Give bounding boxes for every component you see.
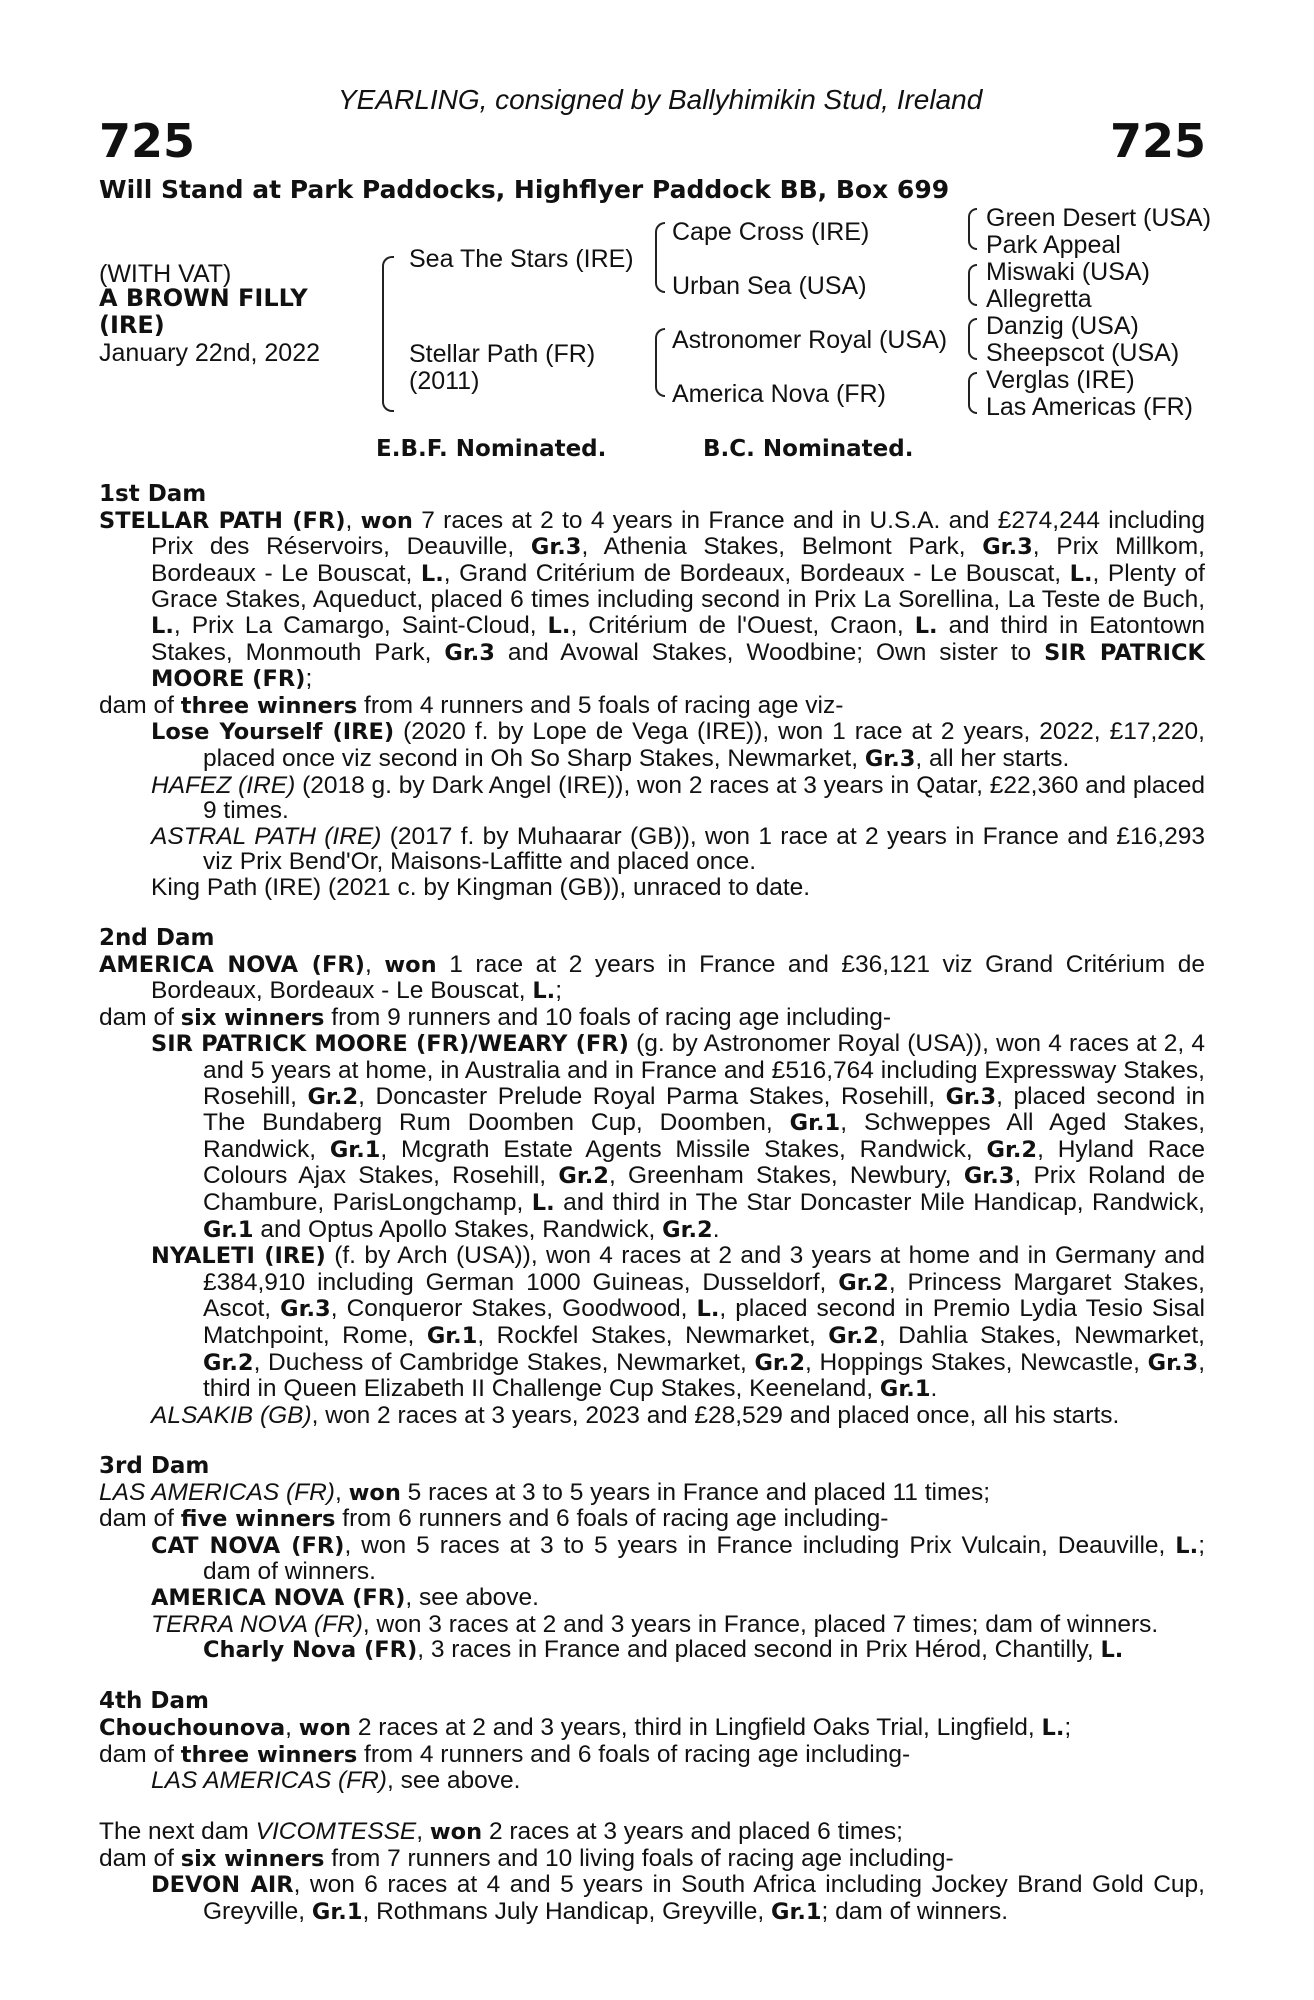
grade: Gr.2 [203,1349,254,1376]
produce-entry [151,1585,1205,1612]
gen3-ancestor: Green Desert (USA) [986,204,1212,232]
dam-dam: America Nova (FR) [672,380,886,408]
text: , third in Queen Elizabeth II Challenge Cup Stakes, Keeneland, [203,1348,1205,1403]
text: dam of [99,1003,181,1031]
text: , Conqueror Stakes, Goodwood, [330,1295,697,1323]
winners-count: three winners [180,692,358,719]
grade: Gr.3 [1147,1349,1199,1376]
text: The next dam [99,1818,256,1846]
grade: Gr.1 [789,1110,841,1137]
text: (f. by Arch (USA)), won 4 races at 2 and 3 years at home and in Germany and £384,910 including German 1000 Guineas, Dusseldorf, [203,1242,1205,1296]
won-label: won [298,1714,352,1741]
text: ; [555,977,563,1005]
sire: Sea The Stars (IRE) [409,245,634,273]
grade: Gr.3 [982,534,1033,561]
text: , Duchess of Cambridge Stakes, Newmarket, [253,1348,755,1376]
winners-count: three winners [180,1741,358,1768]
produce-entry [151,1031,1205,1243]
text: , all her starts. [915,744,1070,772]
grade: Gr.3 [444,639,495,666]
dam-year: (2011) [409,367,480,395]
grade: Gr.2 [828,1323,879,1349]
second-dam-produce-summary [99,1005,1205,1032]
produce-name: LAS AMERICAS (FR) [151,1767,387,1795]
produce-entry [151,1243,1205,1403]
second-dam-heading: 2nd Dam [99,925,215,952]
dam-brace-bottom [655,363,665,397]
text: and third in The Star Doncaster Mile Handicap, Randwick, [554,1189,1205,1217]
text: 2 races at 3 years and placed 6 times; [482,1818,903,1846]
first-dam-heading: 1st Dam [99,481,207,507]
sire-brace-top [655,222,665,259]
text: 5 races at 3 to 5 years in France and placed 11 times; [400,1478,991,1506]
text: . [930,1375,938,1403]
produce-entry [151,1872,1205,1925]
listed: L. [532,978,556,1005]
won-label: won [348,1479,401,1506]
listed: L. [1100,1637,1124,1664]
text: (2020 f. by Lope de Vega (IRE)), won 1 race at 2 years, 2022, £17,220, placed once viz second in Oh So Sharp Stakes, Newmarket, [203,718,1205,772]
listed: L. [1175,1532,1199,1559]
gen3-brace [968,284,977,306]
text: ; dam of winners. [821,1898,1009,1926]
grade: Gr.1 [879,1376,931,1403]
text: ; [1064,1713,1072,1741]
grade: Gr.2 [662,1216,713,1243]
produce-name: TERRA NOVA (FR) [151,1610,363,1638]
sire-sire: Cape Cross (IRE) [672,218,870,246]
grade: Gr.2 [986,1136,1038,1163]
produce-entry [151,824,1205,875]
text: , Dahlia Stakes, Newmarket, [878,1322,1205,1349]
text: , placed second in Premio Lydia Tesio Sisal Matchpoint, Rome, [203,1295,1205,1349]
produce-name: ASTRAL PATH (IRE) [151,822,382,850]
record-text: , Critérium de l'Ouest, Craon, [570,611,915,639]
listed: L. [547,612,571,639]
grade: Gr.3 [530,534,582,561]
dam-name: LAS AMERICAS (FR) [99,1478,335,1506]
record-text: 7 races at 2 to 4 years in France and in U.S.A. and £274,244 including Prix des Réservoirs, Deauville, [151,506,1205,561]
text: , Schweppes All Aged Stakes, Randwick, [203,1109,1206,1163]
produce-name: Lose Yourself (IRE) [151,719,395,746]
produce-entry [203,1637,1205,1664]
bc-nomination: B.C. Nominated. [703,436,914,462]
produce-entry [151,1612,1205,1638]
text: , Mcgrath Estate Agents Missile Stakes, Randwick, [380,1135,987,1163]
sibling-name: SIR PATRICK MOORE (FR) [151,639,1205,693]
gen3-brace [968,338,977,360]
fourth-dam-heading: 4th Dam [99,1688,209,1715]
second-dam-record: AMERICA NOVA (FR), won 1 race at 2 years in France and £36,121 viz Grand Critérium de Bordeaux, Bordeaux - Le Bouscat, L.; [99,950,1205,1005]
fourth-dam-record: Chouchounova, won 2 races at 2 and 3 years, third in Lingfield Oaks Trial, Lingfield, L.; [99,1713,1072,1741]
text: , Greenham Stakes, Newbury, [608,1162,964,1190]
dam-sire: Astronomer Royal (USA) [672,326,948,354]
produce-name: AMERICA NOVA (FR) [151,1584,406,1611]
produce-entry [151,1403,1205,1429]
sire-dam: Urban Sea (USA) [672,272,867,300]
record-text: ; [305,665,313,693]
text: , see above. [405,1583,539,1611]
gen3-brace [968,392,977,414]
text: and Optus Apollo Stakes, Randwick, [253,1215,663,1243]
horse-description: A BROWN FILLY [99,284,308,312]
grade: Gr.3 [963,1163,1015,1190]
third-dam-produce-summary [99,1506,1205,1533]
text: from 9 runners and 10 foals of racing age including- [324,1003,892,1031]
produce-entry: King Path (IRE) (2021 c. by Kingman (GB)), unraced to date. [151,873,811,901]
text: , Hyland Race Colours Ajax Stakes, Rosehill, [203,1135,1205,1190]
text: , won 5 races at 3 to 5 years in France including Prix Vulcain, Deauville, [344,1531,1176,1559]
first-dam-produce-summary [99,693,1205,720]
listed: L. [1041,1714,1065,1741]
produce-name: NYALETI (IRE) [151,1243,326,1270]
text: ; dam of winners. [203,1531,1205,1586]
text: 2 races at 2 and 3 years, third in Lingfield Oaks Trial, Lingfield, [351,1713,1042,1741]
record-text: and Avowal Stakes, Woodbine; Own sister to [494,638,1045,666]
record-text: , Plenty of Grace Stakes, Aqueduct, placed 6 times including second in Prix La Sorellina, La Teste de Buch, [151,559,1205,614]
text: , see above. [386,1767,521,1795]
winners-count: five winners [180,1506,336,1533]
text: from 4 runners and 5 foals of racing age viz- [357,691,844,719]
consignment-line: YEARLING, consigned by Ballyhimikin Stud, Ireland [338,84,983,115]
text: , Prix Roland de Chambure, ParisLongchamp, [203,1162,1206,1217]
grade: Gr.1 [770,1899,822,1926]
produce-name: HAFEZ (IRE) [151,771,296,799]
gen3-brace [968,372,977,392]
text: (2017 f. by Muhaarar (GB)), won 1 race at 2 years in France and £16,293 viz Prix Bend'Or, Maisons-Laffitte and placed once. [203,822,1205,876]
produce-name: Charly Nova (FR) [203,1637,418,1664]
record-text: and third in Eatontown Stakes, Monmouth Park, [151,611,1205,666]
text: , Doncaster Prelude Royal Parma Stakes, Rosehill, [358,1082,946,1110]
next-dam-record: The next dam VICOMTESSE, won 2 races at 3 years and placed 6 times; [99,1818,903,1846]
text: , placed second in The Bundaberg Rum Doomben Cup, Doomben, [203,1082,1205,1137]
text: dam of [99,1844,181,1872]
grade: Gr.1 [203,1216,254,1243]
gen3-ancestor: Danzig (USA) [986,312,1139,340]
grade: Gr.2 [754,1349,806,1376]
grade: Gr.2 [558,1163,609,1190]
third-dam-heading: 3rd Dam [99,1452,210,1479]
text: . [712,1215,720,1243]
text: dam of [99,691,181,719]
winners-count: six winners [180,1004,325,1031]
record-text: , Prix La Camargo, Saint-Cloud, [173,611,548,639]
record-text: , Athenia Stakes, Belmont Park, [581,533,983,561]
gen3-brace [968,318,977,338]
gen3-ancestor: Las Americas (FR) [986,393,1193,421]
listed: L. [420,560,444,587]
pedigree-brace-bottom [382,338,394,412]
gen3-brace [968,264,977,284]
gen3-ancestor: Miswaki (USA) [986,258,1150,286]
produce-name: ALSAKIB (GB) [151,1401,312,1429]
produce-entry [151,1533,1205,1585]
next-dam-produce-summary [99,1846,1205,1873]
produce-entry [151,719,1205,772]
record-text: , Prix Millkom, Bordeaux - Le Bouscat, [151,533,1205,587]
text: (g. by Astronomer Royal (USA)), won 4 races at 2, 4 and 5 years at home, in Australia and in France and £516,764 including Expressway Stakes, Rosehill, [203,1030,1206,1110]
horse-origin: (IRE) [99,311,165,339]
lot-number-left: 725 [99,114,196,168]
dam-brace-top [655,328,665,363]
dam-name: VICOMTESSE [255,1818,417,1846]
grade: Gr.3 [280,1296,331,1323]
listed: L. [696,1296,720,1323]
text: from 4 runners and 6 foals of racing age including- [357,1740,911,1768]
text: , won 3 races at 2 and 3 years in France, placed 7 times; dam of winners. [362,1610,1159,1638]
listed: L. [1069,560,1093,587]
won-label: won [360,507,413,534]
fourth-dam-produce-summary [99,1742,1205,1769]
text: , won 6 races at 4 and 5 years in South Africa including Jockey Brand Gold Cup, Greyville, [203,1871,1205,1926]
catalogue-body [99,482,1205,1926]
dam: Stellar Path (FR) [409,340,596,368]
text: dam of [99,1505,181,1533]
text: , Princess Margaret Stakes, Ascot, [203,1268,1205,1323]
pedigree-brace-top [382,256,394,338]
lot-number-right: 725 [1109,114,1206,168]
gen3-ancestor: Verglas (IRE) [986,366,1135,394]
produce-entry [151,1768,1205,1794]
first-dam-record: STELLAR PATH (FR), won 7 races at 2 to 4 years in France and in U.S.A. and £274,244 including Prix des Réservoirs, Deauville, Gr.3, Athenia Stakes, Belmont Park, Gr.3, Prix Millkom, Bordeaux - Le Bouscat, L., Grand Critérium de Bordeaux, Bordeaux - Le Bouscat, L., Plenty of Grace Stakes, Aqueduct, placed 6 times including second in Prix La Sorellina, La Teste de Buch, L., Prix La Camargo, Saint-Cloud, L., Critérium de l'Ouest, Craon, L. and third in Eatontown Stakes, Monmouth Park, Gr.3 and Avowal Stakes, Woodbine; Own sister to SIR PATRICK MOORE (FR); [99,506,1205,693]
text: , Rockfel Stakes, Newmarket, [477,1322,829,1349]
produce-name: DEVON AIR [151,1872,294,1899]
gen3-brace [968,228,977,250]
text: from 6 runners and 6 foals of racing age including- [335,1505,889,1533]
text: , Rothmans July Handicap, Greyville, [362,1898,771,1926]
listed: L. [914,612,938,639]
dam-name: Chouchounova [99,1714,286,1741]
grade: Gr.1 [329,1136,381,1163]
gen3-brace [968,208,977,228]
produce-entry [151,773,1205,824]
gen3-ancestor: Park Appeal [986,231,1121,259]
gen3-ancestor: Sheepscot (USA) [986,339,1180,367]
won-label: won [429,1819,483,1846]
text: , Hoppings Stakes, Newcastle, [805,1348,1148,1376]
third-dam-record: LAS AMERICAS (FR), won 5 races at 3 to 5 years in France and placed 11 times; [99,1478,991,1506]
vat-note: (WITH VAT) [99,260,232,288]
winners-count: six winners [180,1845,325,1872]
text: , won 2 races at 3 years, 2023 and £28,529 and placed once, all his starts. [311,1401,1120,1429]
grade: Gr.3 [945,1083,997,1110]
sire-brace-bottom [655,259,665,293]
grade: Gr.3 [864,745,916,772]
stand-location: Will Stand at Park Paddocks, Highflyer Paddock BB, Box 699 [99,175,950,204]
text: dam of [99,1740,181,1768]
grade: Gr.2 [838,1269,889,1296]
gen3-ancestor: Allegretta [986,285,1092,313]
dam-name: STELLAR PATH (FR) [99,507,346,534]
text: , 3 races in France and placed second in Prix Hérod, Chantilly, [417,1636,1101,1664]
listed: L. [151,612,174,639]
grade: Gr.2 [307,1083,359,1110]
grade: Gr.1 [426,1323,478,1349]
record-text: , Grand Critérium de Bordeaux, Bordeaux - Le Bouscat, [443,559,1070,587]
text: from 7 runners and 10 living foals of racing age including- [324,1844,954,1872]
foaling-date: January 22nd, 2022 [99,339,321,367]
produce-name: SIR PATRICK MOORE (FR)/WEARY (FR) [151,1031,629,1058]
listed: L. [531,1190,555,1217]
produce-name: CAT NOVA (FR) [151,1532,345,1559]
text: (2018 g. by Dark Angel (IRE)), won 2 races at 3 years in Qatar, £22,360 and placed 9 times. [203,771,1206,825]
grade: Gr.1 [311,1899,363,1926]
dam-name: AMERICA NOVA (FR) [99,951,365,978]
ebf-nomination: E.B.F. Nominated. [376,436,607,462]
won-label: won [384,951,437,978]
text: 1 race at 2 years in France and £36,121 viz Grand Critérium de Bordeaux, Bordeaux - Le Bouscat, [151,950,1205,1005]
